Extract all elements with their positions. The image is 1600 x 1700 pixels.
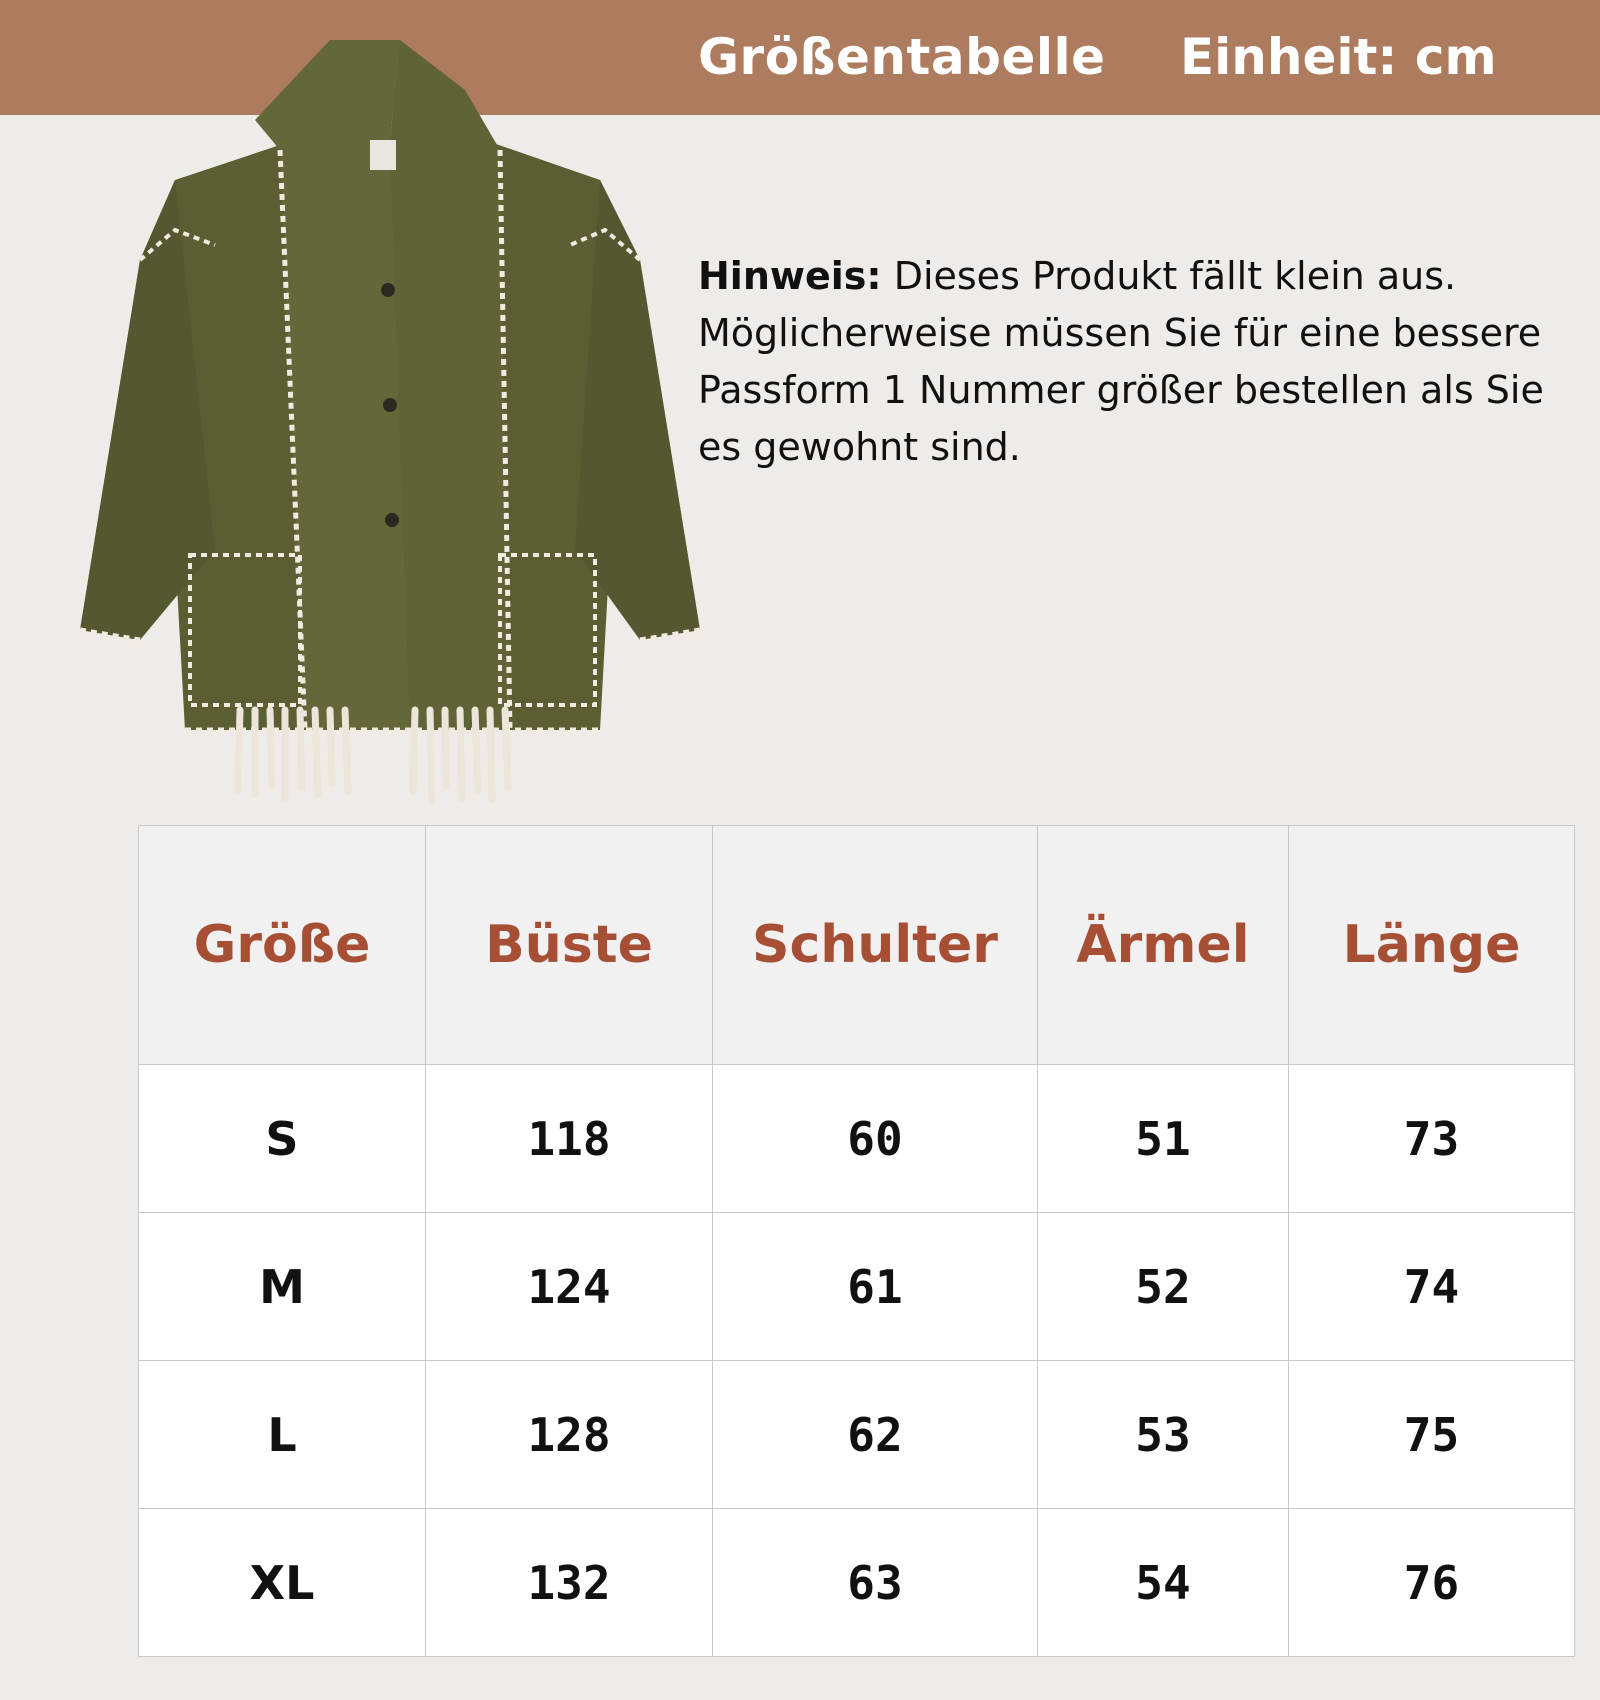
length-cell: 76 [1289, 1509, 1575, 1657]
sleeve-cell: 53 [1038, 1361, 1289, 1509]
sleeve-cell: 51 [1038, 1065, 1289, 1213]
column-header-shoulder: Schulter [713, 826, 1038, 1065]
unit-label: Einheit: cm [1180, 28, 1497, 86]
sleeve-cell: 54 [1038, 1509, 1289, 1657]
button-3 [385, 513, 399, 527]
shoulder-cell: 62 [713, 1361, 1038, 1509]
page-title: Größentabelle [698, 28, 1106, 86]
fringe-right [413, 710, 508, 800]
sleeve-cell: 52 [1038, 1213, 1289, 1361]
size-cell: M [139, 1213, 426, 1361]
bust-cell: 132 [426, 1509, 713, 1657]
button-2 [383, 398, 397, 412]
size-table [138, 825, 1575, 1657]
coat-product-image [80, 30, 700, 810]
table-row [139, 1213, 1575, 1361]
table-header-row [139, 826, 1575, 1065]
note-text: Dieses Produkt fällt klein aus. Möglicherweise müssen Sie für eine bessere Passform 1 Nummer größer bestellen als Sie es gewohnt sind. [698, 254, 1544, 469]
length-cell: 75 [1289, 1361, 1575, 1509]
note-label: Hinweis: [698, 254, 882, 298]
column-header-length: Länge [1289, 826, 1575, 1065]
shoulder-cell: 61 [713, 1213, 1038, 1361]
table-row [139, 1065, 1575, 1213]
bust-cell: 118 [426, 1065, 713, 1213]
table-row [139, 1361, 1575, 1509]
collar-label [370, 140, 396, 170]
column-header-bust: Büste [426, 826, 713, 1065]
bust-cell: 128 [426, 1361, 713, 1509]
length-cell: 74 [1289, 1213, 1575, 1361]
size-cell: L [139, 1361, 426, 1509]
shoulder-cell: 63 [713, 1509, 1038, 1657]
size-cell: S [139, 1065, 426, 1213]
length-cell: 73 [1289, 1065, 1575, 1213]
bust-cell: 124 [426, 1213, 713, 1361]
column-header-size: Größe [139, 826, 426, 1065]
fit-note [698, 248, 1558, 476]
column-header-sleeve: Ärmel [1038, 826, 1289, 1065]
table-row [139, 1509, 1575, 1657]
scarf-right [390, 40, 510, 730]
button-1 [381, 283, 395, 297]
shoulder-cell: 60 [713, 1065, 1038, 1213]
size-cell: XL [139, 1509, 426, 1657]
